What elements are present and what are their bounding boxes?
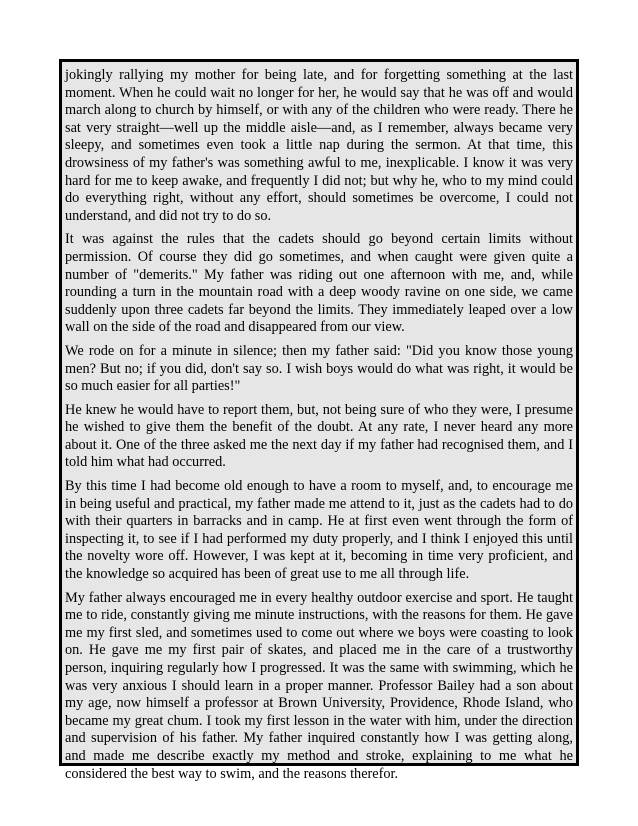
page-frame [59, 59, 579, 782]
paragraph-4: He knew he would have to report them, but, not being sure of who they were, I presume he wished to give them the benefit of the doubt. At any rate, I never heard any more about it. One of the three asked me the next day if my father had recognised them, and I told him what had occurred. [65, 401, 573, 471]
document-body [62, 62, 576, 783]
paragraph-1: jokingly rallying my mother for being late, and for forgetting something at the last moment. When he could wait no longer for her, he would say that he was off and would march along to church by himself, or with any of the children who were ready. There he sat very straight—well up the middle aisle—and, as I remember, always became very sleepy, and sometimes even took a little nap during the sermon. At that time, this drowsiness of my father's was something awful to me, inexplicable. I know it was very hard for me to keep awake, and frequently I did not; but why he, who to my mind could do everything right, without any effort, should sometimes be overcome, I could not understand, and did not try to do so. [65, 67, 573, 224]
paragraph-5: By this time I had become old enough to have a room to myself, and, to encourage me in being useful and practical, my father made me attend to it, just as the cadets had to do with their quarters in barracks and in camp. He at first even went through the form of inspecting it, to see if I had performed my duty properly, and I think I enjoyed this until the novelty wore off. However, I was kept at it, becoming in time very proficient, and the knowledge so acquired has been of great use to me all through life. [65, 478, 573, 583]
paragraph-2: It was against the rules that the cadets should go beyond certain limits without permission. Of course they did go sometimes, and when caught were given quite a number of "demerits." My father was riding out one afternoon with me, and, while rounding a turn in the mountain road with a deep woody ravine on one side, we came suddenly upon three cadets far beyond the limits. They immediately leaped over a low wall on the side of the road and disappeared from our view. [65, 231, 573, 336]
paragraph-6: My father always encouraged me in every healthy outdoor exercise and sport. He taught me to ride, constantly giving me minute instructions, with the reasons for them. He gave me my first sled, and sometimes used to come out where we boys were coasting to look on. He gave me my first pair of skates, and placed me in the care of a trustworthy person, inquiring regularly how I progressed. It was the same with swimming, which he was very anxious I should learn in a proper manner. Professor Bailey had a son about my age, now himself a professor at Brown University, Providence, Rhode Island, who became my great chum. I took my first lesson in the water with him, under the direction and supervision of his father. My father inquired constantly how I was getting along, and made me describe exactly my method and stroke, explaining to me what he considered the best way to swim, and the reasons therefor. [65, 589, 573, 782]
paragraph-3: We rode on for a minute in silence; then my father said: "Did you know those young men? But no; if you did, don't say so. I wish boys would do what was right, it would be so much easier for all parties!" [65, 342, 573, 395]
